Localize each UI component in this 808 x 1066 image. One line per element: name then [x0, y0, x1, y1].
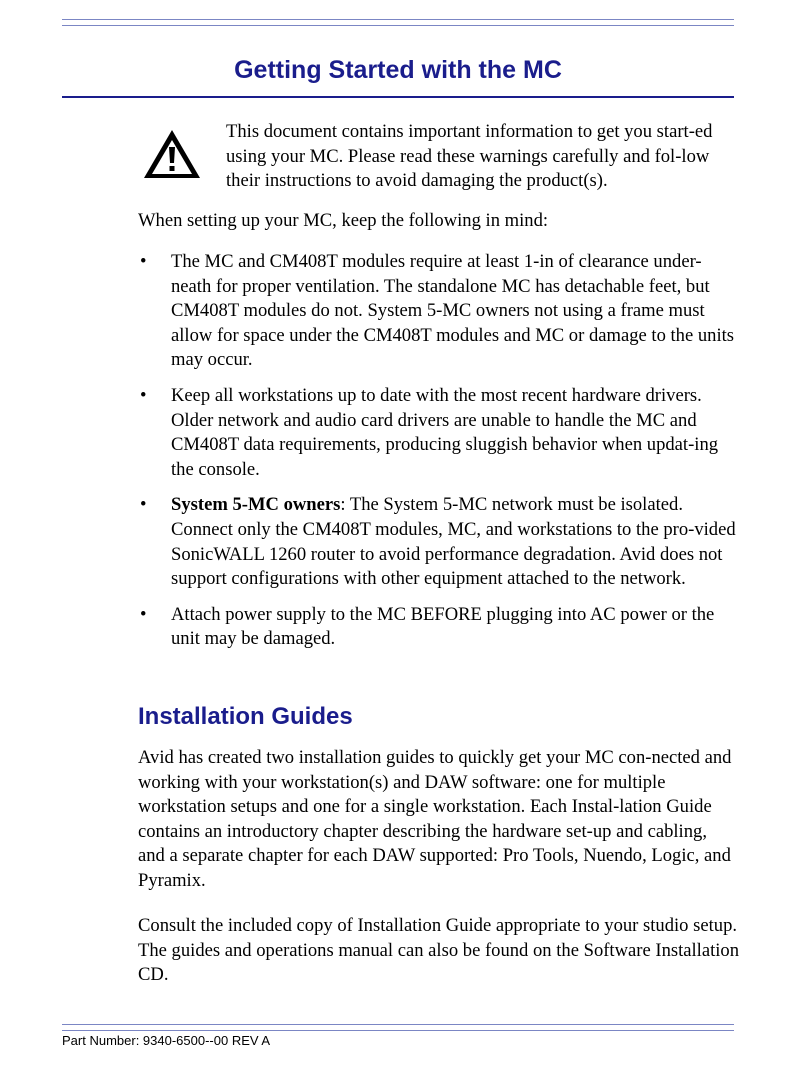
- bullet-text: Keep all workstations up to date with the most recent hardware drivers. Older network and audio card drivers are unable to handle the MC and CM408T data requirements, producing sluggish behavior when updat-ing the console.: [171, 384, 719, 480]
- bullet-text: : The System 5-MC network must be isolated. Connect only the CM408T modules, MC, and workstations to the pro-vided SonicWALL 1260 router to avoid performance degradation. Avid does not support configurations with other equipment attached to the network.: [171, 494, 736, 590]
- list-item: [138, 250, 738, 373]
- top-double-rule: [62, 19, 734, 26]
- part-number-footer: Part Number: 9340-6500--00 REV A: [62, 1033, 271, 1048]
- warning-triangle-icon: [141, 127, 203, 181]
- bullet-glyph: •: [140, 494, 147, 516]
- bullet-glyph: •: [140, 384, 147, 406]
- title-underline: [62, 96, 734, 98]
- list-item: [138, 603, 738, 652]
- installation-paragraph: Avid has created two installation guides to quickly get your MC con-nected and working with your workstation(s) and DAW software: one for multiple workstation setups and one for a single workstation. Each Instal-lation Guide contains an introductory chapter describing the hardware set-up and cabling, and a separate chapter for each DAW supported: Pro Tools, Nuendo, Logic, and Pyramix.: [138, 747, 732, 891]
- bullet-text: Attach power supply to the MC BEFORE plugging into AC power or the unit may be damaged.: [171, 603, 715, 650]
- bullet-text: The MC and CM408T modules require at least 1-in of clearance under-neath for proper ventilation. The standalone MC has detachable feet, but CM408T modules do not. System 5-MC owners not using a frame must allow for space under the CM408T modules and MC or damage to the units may occur.: [171, 251, 735, 371]
- bullet-bold-lead: System 5-MC owners: [171, 494, 341, 516]
- page-title: Getting Started with the MC: [234, 56, 562, 84]
- bottom-double-rule: [62, 1024, 734, 1031]
- list-item: [138, 384, 738, 482]
- list-item: [138, 493, 738, 591]
- warning-list: [138, 250, 738, 663]
- section-heading: Installation Guides: [138, 703, 353, 730]
- consult-paragraph: Consult the included copy of Installation Guide appropriate to your studio setup. The guides and operations manual can also be found on the Software Installation CD.: [138, 915, 740, 986]
- intro-paragraph: This document contains important information to get you start-ed using your MC. Please read these warnings carefully and fol-low their instructions to avoid damaging the product(s).: [226, 121, 713, 192]
- bullet-glyph: •: [140, 603, 147, 625]
- bullet-glyph: •: [140, 251, 147, 272]
- lead-sentence: When setting up your MC, keep the following in mind:: [138, 210, 549, 231]
